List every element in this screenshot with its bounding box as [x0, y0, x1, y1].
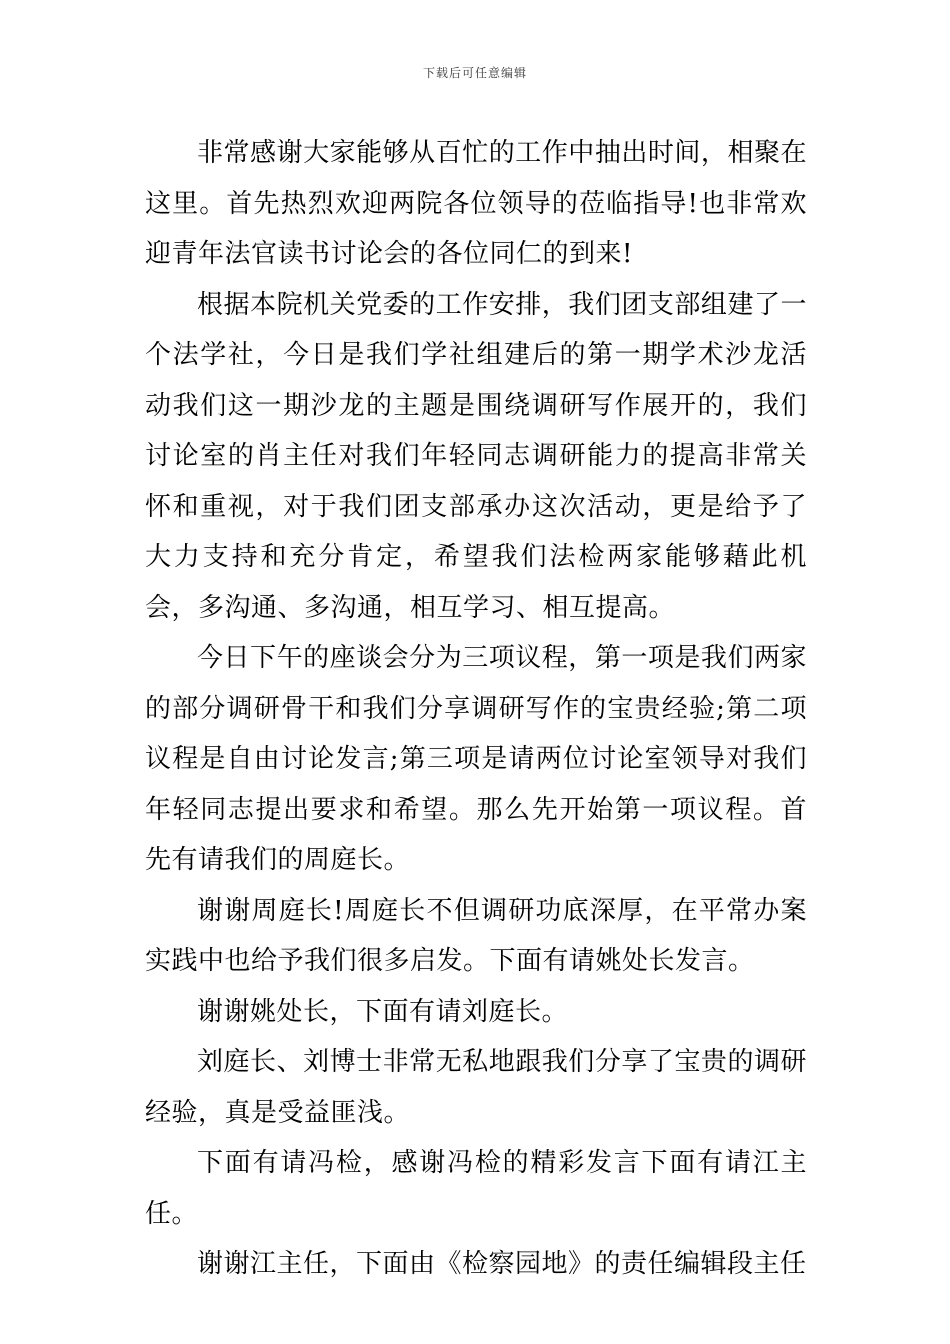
paragraph-welcome: 非常感谢大家能够从百忙的工作中抽出时间，相聚在这里。首先热烈欢迎两院各位领导的莅临指导!也非常欢迎青年法官读书讨论会的各位同仁的到来! [145, 138, 807, 269]
paragraph-feng-jiang: 下面有请冯检，感谢冯检的精彩发言下面有请江主任。 [145, 1148, 807, 1229]
paragraph-agenda: 今日下午的座谈会分为三项议程，第一项是我们两家的部分调研骨干和我们分享调研写作的宝贵经验;第二项议程是自由讨论发言;第三项是请两位讨论室领导对我们年轻同志提出要求和希望。那么先开始第一项议程。首先有请我们的周庭长。 [145, 643, 807, 875]
header-note: 下载后可任意编辑 [422, 66, 527, 80]
paragraph-background: 根据本院机关党委的工作安排，我们团支部组建了一个法学社，今日是我们学社组建后的第一期学术沙龙活动我们这一期沙龙的主题是围绕调研写作展开的，我们讨论室的肖主任对我们年轻同志调研能力的提高非常关怀和重视，对于我们团支部承办这次活动，更是给予了大力支持和充分肯定，希望我们法检两家能够藉此机会，多沟通、多沟通，相互学习、相互提高。 [145, 289, 807, 623]
paragraph-thanks-zhou: 谢谢周庭长!周庭长不但调研功底深厚，在平常办案实践中也给予我们很多启发。下面有请姚处长发言。 [145, 895, 807, 976]
paragraph-thanks-liu: 刘庭长、刘博士非常无私地跟我们分享了宝贵的调研经验，真是受益匪浅。 [145, 1047, 807, 1128]
paragraph-thanks-yao: 谢谢姚处长，下面有请刘庭长。 [197, 996, 569, 1027]
document-body [145, 128, 807, 1290]
paragraph-thanks-jiang: 谢谢江主任，下面由《检察园地》的责任编辑段主任 [197, 1249, 807, 1279]
